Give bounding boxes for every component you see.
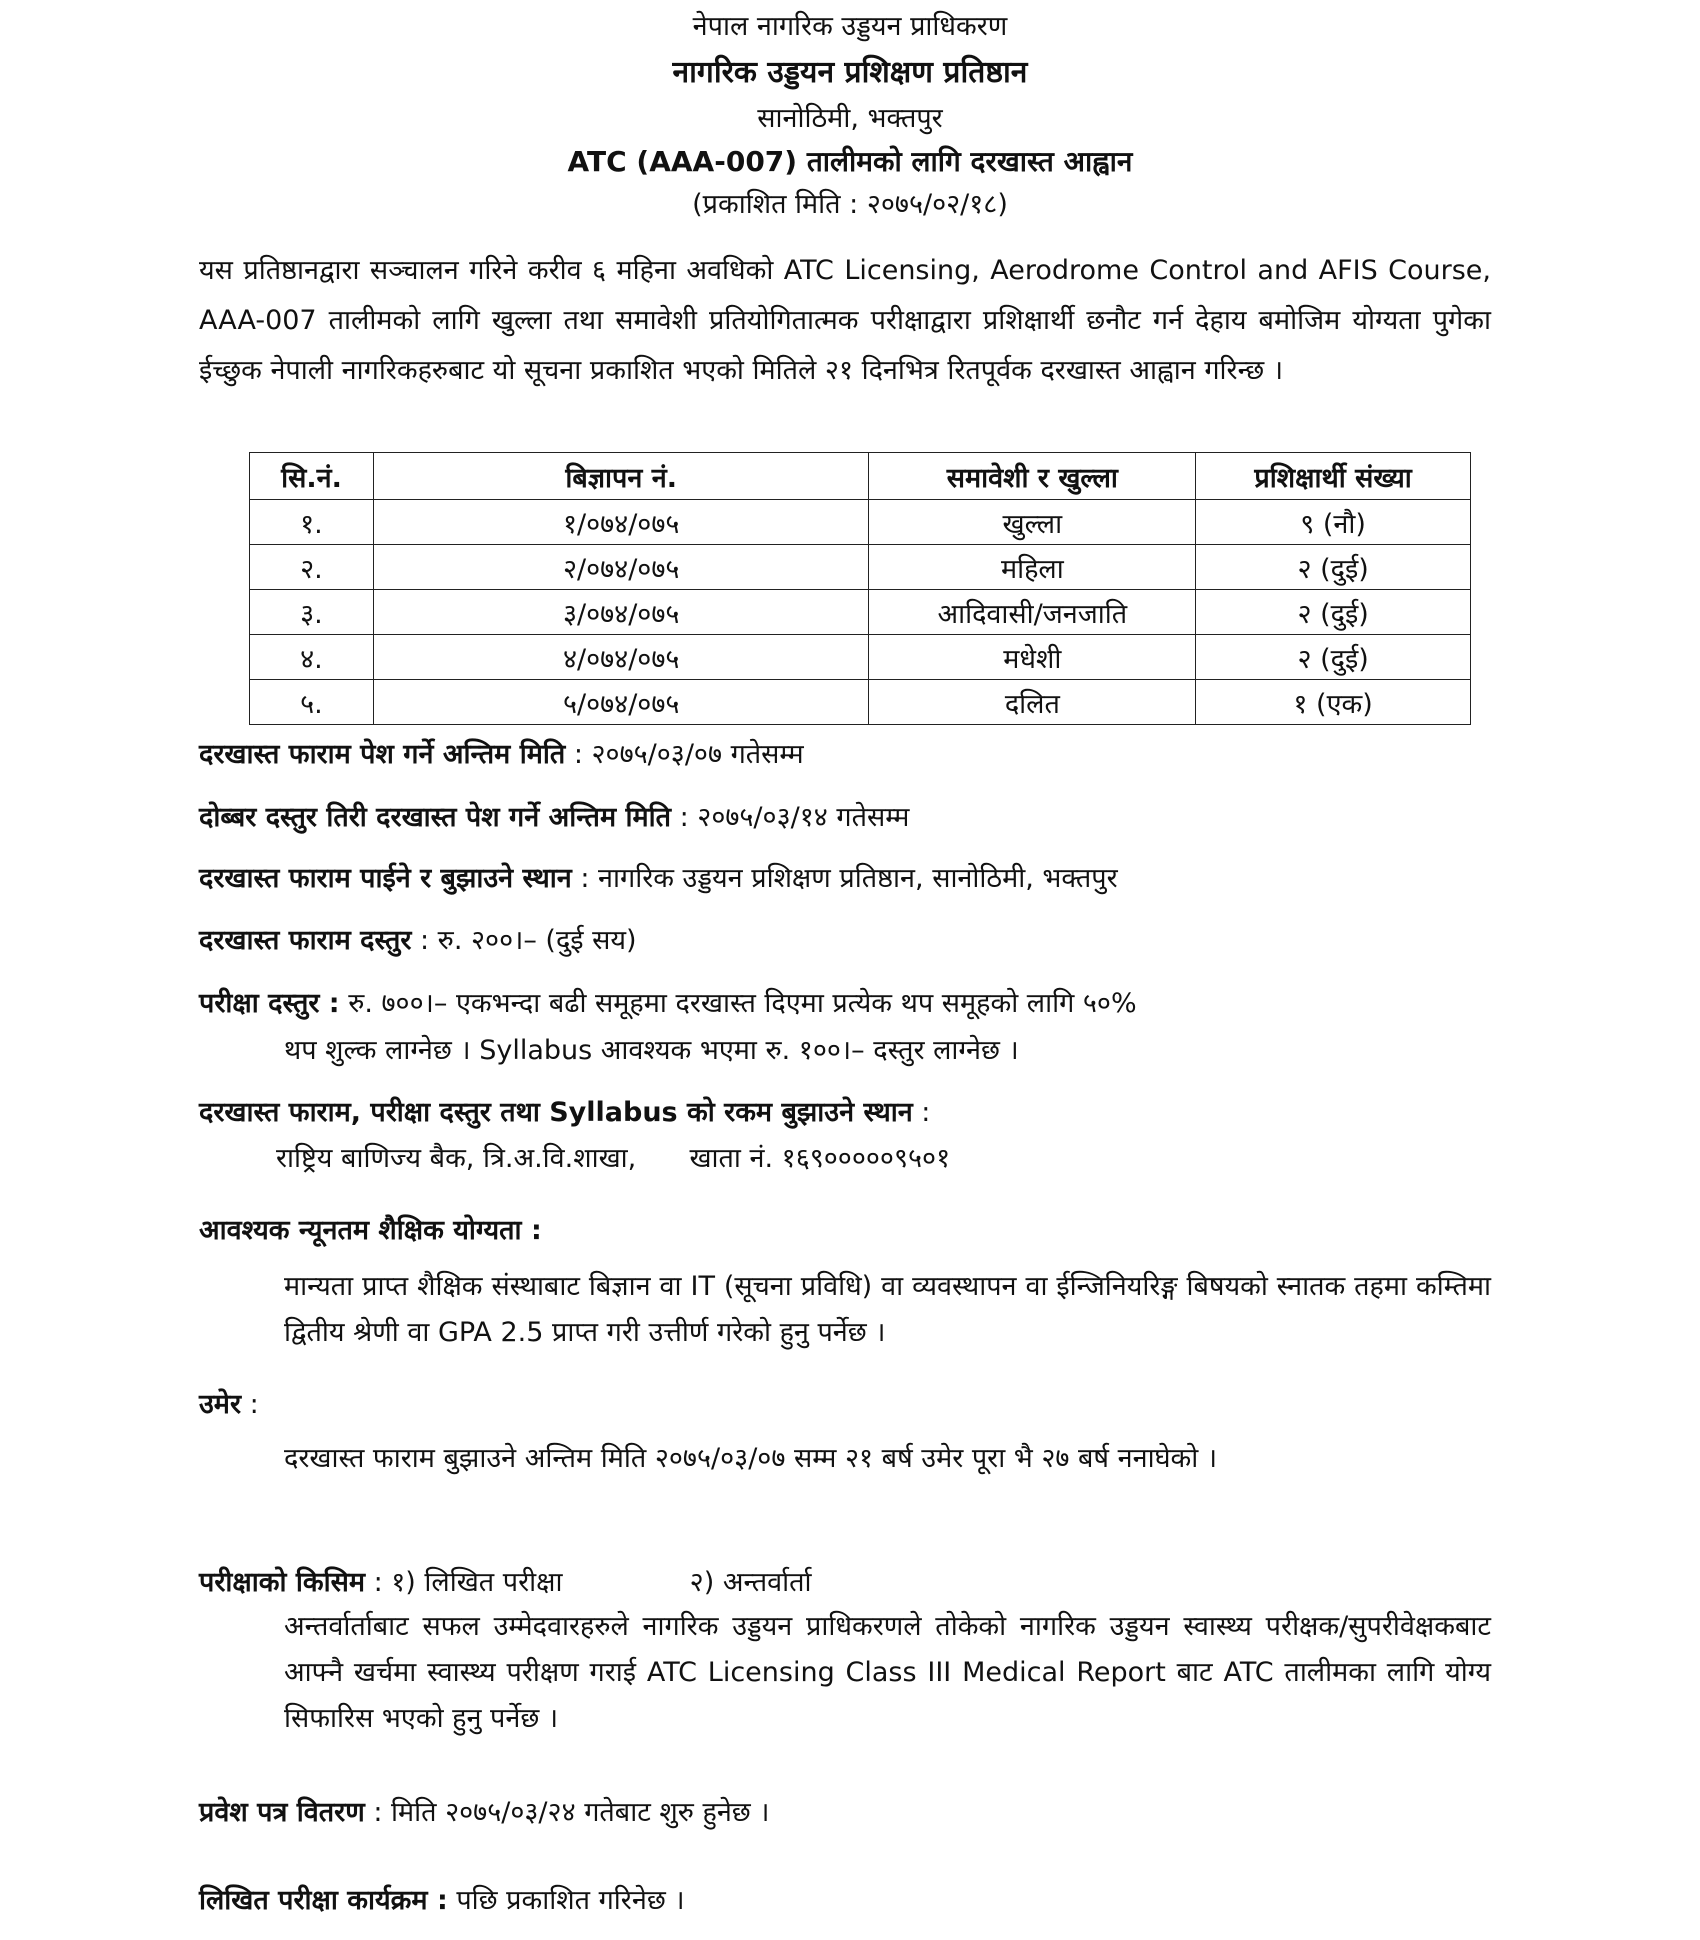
exam-type-item-written: : १) लिखित परीक्षा — [364, 1567, 563, 1598]
qualification-heading — [199, 1210, 1491, 1247]
form-place-line — [199, 858, 1491, 895]
payment-colon: : — [912, 1097, 931, 1128]
bank-details — [276, 1138, 1491, 1175]
deadline-value: : २०७५/०३/०७ गतेसम्म — [565, 739, 804, 770]
payment-label: दरखास्त फाराम, परीक्षा दस्तुर तथा Syllabus को रकम बुझाउने स्थान — [199, 1097, 913, 1128]
col-header-serial: सि.नं. — [250, 453, 374, 500]
cell-serial: १. — [250, 500, 374, 545]
intro-paragraph: यस प्रतिष्ठानद्वारा सञ्चालन गरिने करीव ६ महिना अवधिको ATC Licensing, Aerodrome Control and AFIS Course, AAA-007 तालीमको लागि खुल्ला तथा समावेशी प्रतियोगितात्मक परीक्षाद्वारा प्रशिक्षार्थी छनौट गर्न देहाय बमोजिम योग्यता पुगेका ईच्छुक नेपाली नागरिकहरुबाट यो सूचना प्रकाशित भएको मितिले २१ दिनभित्र रितपूर्वक दरखास्त आह्वान गरिन्छ । — [199, 255, 1491, 386]
cell-trainee-count: २ (दुई) — [1196, 590, 1471, 635]
cell-trainee-count: १ (एक) — [1196, 680, 1471, 725]
form-place-label: दरखास्त फाराम पाईने र बुझाउने स्थान — [199, 863, 572, 894]
cell-serial: ३. — [250, 590, 374, 635]
cell-ad-number: ३/०७४/०७५ — [373, 590, 869, 635]
cell-trainee-count: २ (दुई) — [1196, 545, 1471, 590]
cell-serial: ४. — [250, 635, 374, 680]
cell-category: खुल्ला — [869, 500, 1196, 545]
form-fee-label: दरखास्त फाराम दस्तुर — [199, 925, 412, 956]
age-text: दरखास्त फाराम बुझाउने अन्तिम मिति २०७५/०३/०७ सम्म २१ बर्ष उमेर पूरा भै २७ बर्ष ननाघेको । — [284, 1443, 1218, 1474]
table-row — [250, 590, 1471, 635]
cell-ad-number: २/०७४/०७५ — [373, 545, 869, 590]
exam-type-line — [199, 1562, 1491, 1599]
exam-type-label: परीक्षाको किसिम — [199, 1567, 365, 1598]
cell-ad-number: ४/०७४/०७५ — [373, 635, 869, 680]
double-fee-deadline-label: दोब्बर दस्तुर तिरी दरखास्त पेश गर्ने अन्तिम मिति — [199, 802, 672, 833]
col-header-trainee-count: प्रशिक्षार्थी संख्या — [1196, 453, 1471, 500]
cell-category: मधेशी — [869, 635, 1196, 680]
table-header-row — [250, 453, 1471, 500]
exam-fee-text: रु. ७००।– एकभन्दा बढी समूहमा दरखास्त दिएमा प्रत्येक थप समूहको लागि ५०% — [339, 988, 1137, 1019]
cell-serial: २. — [250, 545, 374, 590]
vacancy-table — [249, 452, 1471, 725]
notice-title: ATC (AAA-007) तालीमको लागि दरखास्त आह्वान — [567, 145, 1133, 178]
exam-fee-line — [199, 983, 1491, 1020]
table-row — [250, 680, 1471, 725]
deadline-label: दरखास्त फाराम पेश गर्ने अन्तिम मिति — [199, 739, 566, 770]
academy-name: नागरिक उड्डयन प्रशिक्षण प्रतिष्ठान — [672, 55, 1028, 90]
exam-fee-continuation: थप शुल्क लाग्नेछ । Syllabus आवश्यक भएमा रु. १००।– दस्तुर लाग्नेछ । — [284, 1035, 1019, 1066]
qualification-label: आवश्यक न्यूनतम शैक्षिक योग्यता : — [199, 1215, 542, 1246]
deadline-line — [199, 734, 1491, 771]
col-header-ad-number: बिज्ञापन नं. — [373, 453, 869, 500]
age-label: उमेर — [199, 1389, 241, 1420]
admit-card-label: प्रवेश पत्र वितरण — [199, 1797, 365, 1828]
written-schedule-label: लिखित परीक्षा कार्यक्रम : — [199, 1885, 448, 1916]
cell-trainee-count: २ (दुई) — [1196, 635, 1471, 680]
double-fee-deadline-value: : २०७५/०३/१४ गतेसम्म — [671, 802, 910, 833]
cell-category: दलित — [869, 680, 1196, 725]
table-row — [250, 635, 1471, 680]
admit-card-line — [199, 1792, 1491, 1829]
form-place-value: : नागरिक उड्डयन प्रशिक्षण प्रतिष्ठान, सानोठिमी, भक्तपुर — [571, 863, 1118, 894]
academy-location: सानोठिमी, भक्तपुर — [757, 103, 943, 134]
cell-ad-number: १/०७४/०७५ — [373, 500, 869, 545]
cell-trainee-count: ९ (नौ) — [1196, 500, 1471, 545]
age-colon: : — [241, 1389, 259, 1420]
cell-category: आदिवासी/जनजाति — [869, 590, 1196, 635]
cell-ad-number: ५/०७४/०७५ — [373, 680, 869, 725]
cell-serial: ५. — [250, 680, 374, 725]
authority-name: नेपाल नागरिक उड्डयन प्राधिकरण — [692, 11, 1008, 42]
exam-type-text: अन्तर्वार्ताबाट सफल उम्मेदवारहरुले नागरिक उड्डयन प्राधिकरणले तोकेको नागरिक उड्डयन स्वास्थ्य परीक्षक/सुपरीवेक्षकबाट आफ्नै खर्चमा स्वास्थ्य परीक्षण गराई ATC Licensing Class III Medical Report बाट ATC तालीमका लागि योग्य सिफारिस भएको हुनु पर्नेछ । — [284, 1611, 1491, 1734]
published-date: (प्रकाशित मिति : २०७५/०२/१८) — [692, 189, 1008, 220]
col-header-category: समावेशी र खुल्ला — [869, 453, 1196, 500]
qualification-text: मान्यता प्राप्त शैक्षिक संस्थाबाट बिज्ञान वा IT (सूचना प्रविधि) वा व्यवस्थापन वा ईन्जिनियरिङ्ग बिषयको स्नातक तहमा कम्तिमा द्वितीय श्रेणी वा GPA 2.5 प्राप्त गरी उत्तीर्ण गरेको हुनु पर्नेछ । — [284, 1271, 1491, 1348]
form-fee-line — [199, 920, 1491, 957]
exam-fee-label: परीक्षा दस्तुर : — [199, 988, 340, 1019]
double-fee-deadline-line — [199, 797, 1491, 834]
bank-name: राष्ट्रिय बाणिज्य बैक, त्रि.अ.वि.शाखा, — [276, 1143, 637, 1174]
table-row — [250, 500, 1471, 545]
written-schedule-line — [199, 1880, 1491, 1917]
table-row — [250, 545, 1471, 590]
age-heading — [199, 1384, 1491, 1421]
exam-type-item-interview: २) अन्तर्वार्ता — [689, 1567, 812, 1598]
cell-category: महिला — [869, 545, 1196, 590]
written-schedule-value: पछि प्रकाशित गरिनेछ । — [447, 1885, 685, 1916]
account-number: खाता नं. १६९०००००९५०१ — [689, 1143, 951, 1174]
admit-card-value: : मिति २०७५/०३/२४ गतेबाट शुरु हुनेछ । — [364, 1797, 770, 1828]
payment-line — [199, 1092, 1491, 1129]
form-fee-value: : रु. २००।– (दुई सय) — [411, 925, 637, 956]
